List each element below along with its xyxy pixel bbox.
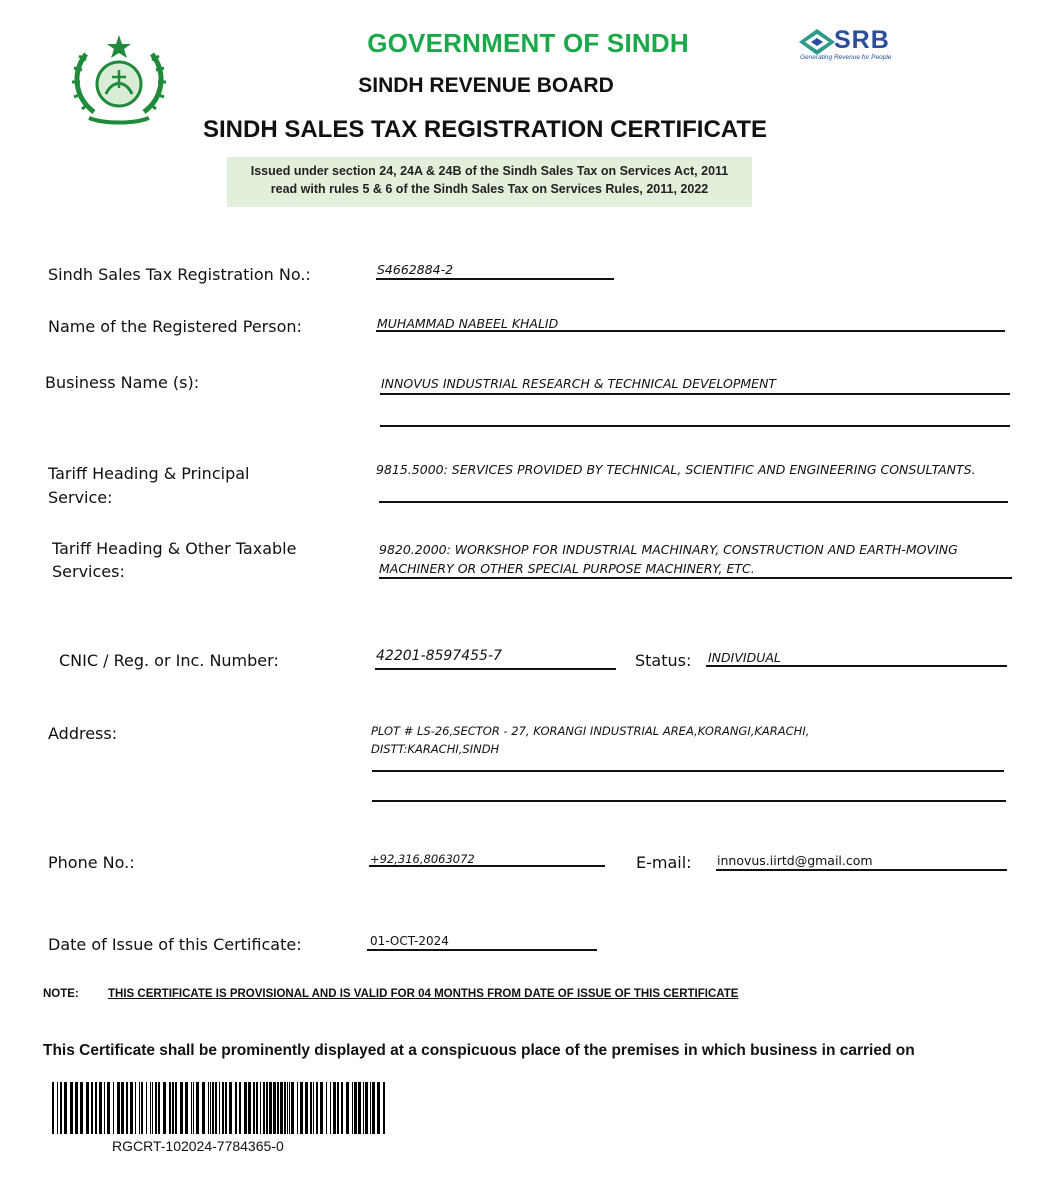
phone-label: Phone No.: <box>48 853 135 872</box>
barcode-bar <box>313 1082 314 1134</box>
address-rule-1 <box>372 770 1004 772</box>
barcode-bar <box>95 1082 97 1134</box>
barcode-bar <box>185 1082 188 1134</box>
barcode-bar <box>57 1082 58 1134</box>
barcode-bar <box>158 1082 160 1134</box>
principal-value: 9815.5000: SERVICES PROVIDED BY TECHNICAL, SCIENTIFIC AND ENGINEERING CONSULTANTS. <box>376 462 976 477</box>
barcode-bar <box>91 1082 93 1134</box>
barcode-bar <box>229 1082 232 1134</box>
barcode-bar <box>210 1082 211 1134</box>
barcode-bar <box>180 1082 183 1134</box>
name-line <box>376 330 1005 332</box>
barcode-bar <box>244 1082 247 1134</box>
barcode-bar <box>266 1082 268 1134</box>
barcode-bar <box>175 1082 177 1134</box>
barcode-bar <box>383 1082 385 1134</box>
reg-no-label: Sindh Sales Tax Registration No.: <box>48 265 311 284</box>
barcode-bar <box>135 1082 136 1134</box>
barcode-bar <box>163 1082 166 1134</box>
other-value <box>379 540 958 578</box>
address-rule-2 <box>372 800 1006 802</box>
principal-label-2: Service: <box>48 488 113 507</box>
address-line-1: PLOT # LS-26,SECTOR - 27, KORANGI INDUSTRIAL AREA,KORANGI,KARACHI, <box>371 724 810 738</box>
barcode-bar <box>193 1082 194 1134</box>
reg-no-line <box>376 278 614 280</box>
barcode-bar <box>99 1082 102 1134</box>
barcode-bar <box>212 1082 214 1134</box>
other-label-1: Tariff Heading & Other Taxable <box>52 539 297 558</box>
status-label: Status: <box>635 651 692 670</box>
issued-line-1: Issued under section 24, 24A & 24B of the Sindh Sales Tax on Services Act, 2011 <box>250 164 729 178</box>
barcode-bar <box>370 1082 371 1134</box>
barcode-bar <box>358 1082 361 1134</box>
barcode-bar <box>277 1082 279 1134</box>
status-line <box>706 665 1007 667</box>
barcode-bar <box>297 1082 298 1134</box>
business-label: Business Name (s): <box>45 373 200 392</box>
srb-tagline: Generating Revenue for People <box>800 54 892 61</box>
barcode-bar <box>287 1082 288 1134</box>
barcode-bar <box>113 1082 114 1134</box>
barcode-bar <box>208 1082 209 1134</box>
barcode-bar <box>352 1082 353 1134</box>
barcode-bar <box>215 1082 217 1134</box>
barcode-bar <box>150 1082 151 1134</box>
srb-logo-text: SRB <box>834 26 890 54</box>
barcode-bar <box>191 1082 192 1134</box>
barcode-bar <box>377 1082 380 1134</box>
name-value: MUHAMMAD NABEEL KHALID <box>377 316 559 331</box>
display-notice: This Certificate shall be prominently displayed at a conspicuous place of the premises in which business in carried on <box>43 1042 915 1059</box>
barcode-bar <box>253 1082 255 1134</box>
address-value <box>371 722 809 758</box>
cnic-label: CNIC / Reg. or Inc. Number: <box>59 651 279 670</box>
government-heading: GOVERNMENT OF SINDH <box>367 28 689 58</box>
address-label: Address: <box>48 724 118 743</box>
date-label: Date of Issue of this Certificate: <box>48 935 302 954</box>
email-line <box>716 869 1007 871</box>
status-value: INDIVIDUAL <box>708 650 781 665</box>
barcode-bar <box>291 1082 294 1134</box>
board-heading: SINDH REVENUE BOARD <box>358 74 614 97</box>
barcode-bar <box>104 1082 105 1134</box>
barcode-bar <box>256 1082 258 1134</box>
barcode-bar <box>280 1082 283 1134</box>
barcode-bar <box>310 1082 312 1134</box>
barcode-bar <box>316 1082 318 1134</box>
barcode-number: RGCRT-102024-7784365-0 <box>112 1138 284 1154</box>
date-value: 01-OCT-2024 <box>370 934 449 948</box>
barcode-bar <box>273 1082 276 1134</box>
barcode-bar <box>326 1082 327 1134</box>
barcode <box>52 1082 388 1134</box>
barcode-bar <box>225 1082 227 1134</box>
barcode-bar <box>239 1082 241 1134</box>
issued-line-2: read with rules 5 & 6 of the Sindh Sales Tax on Services Rules, 2011, 2022 <box>270 182 709 196</box>
barcode-bar <box>354 1082 357 1134</box>
date-line <box>367 949 597 951</box>
barcode-bar <box>363 1082 364 1134</box>
barcode-bar <box>169 1082 171 1134</box>
principal-line <box>379 501 1008 503</box>
barcode-bar <box>75 1082 78 1134</box>
barcode-bar <box>152 1082 153 1134</box>
issued-under-box <box>227 157 752 207</box>
note-text: THIS CERTIFICATE IS PROVISIONAL AND IS VALID FOR 04 MONTHS FROM DATE OF ISSUE OF THIS CERTIFICATE <box>108 988 739 1000</box>
barcode-bar <box>235 1082 237 1134</box>
email-value: innovus.iirtd@gmail.com <box>717 853 873 868</box>
barcode-bar <box>372 1082 375 1134</box>
barcode-bar <box>341 1082 343 1134</box>
barcode-bar <box>117 1082 120 1134</box>
barcode-bar <box>260 1082 261 1134</box>
business-value: INNOVUS INDUSTRIAL RESEARCH & TECHNICAL DEVELOPMENT <box>381 376 777 391</box>
barcode-bar <box>289 1082 290 1134</box>
barcode-bar <box>330 1082 331 1134</box>
barcode-bar <box>284 1082 286 1134</box>
barcode-bar <box>365 1082 368 1134</box>
cnic-value: 42201-8597455-7 <box>376 648 502 664</box>
barcode-bar <box>320 1082 323 1134</box>
barcode-bar <box>219 1082 220 1134</box>
barcode-bar <box>346 1082 349 1134</box>
barcode-bar <box>139 1082 140 1134</box>
barcode-bar <box>269 1082 272 1134</box>
barcode-bar <box>155 1082 157 1134</box>
barcode-bar <box>196 1082 199 1134</box>
other-value-line-1: 9820.2000: WORKSHOP FOR INDUSTRIAL MACHINARY, CONSTRUCTION AND EARTH-MOVING <box>379 542 958 557</box>
barcode-bar <box>305 1082 308 1134</box>
barcode-bar <box>172 1082 174 1134</box>
other-value-line-2: MACHINERY OR OTHER SPECIAL PURPOSE MACHINERY, ETC. <box>379 561 755 576</box>
barcode-bar <box>86 1082 89 1134</box>
certificate-title: SINDH SALES TAX REGISTRATION CERTIFICATE <box>202 116 767 143</box>
barcode-bar <box>300 1082 303 1134</box>
email-label: E-mail: <box>636 853 692 872</box>
barcode-bar <box>52 1082 54 1134</box>
barcode-bar <box>146 1082 147 1134</box>
name-label: Name of the Registered Person: <box>48 317 302 336</box>
barcode-bar <box>64 1082 67 1134</box>
other-line <box>379 577 1012 579</box>
barcode-bar <box>202 1082 205 1134</box>
barcode-bar <box>337 1082 339 1134</box>
address-line-2: DISTT:KARACHI,SINDH <box>371 742 500 756</box>
other-label-2: Services: <box>52 562 125 581</box>
cnic-line <box>375 668 616 670</box>
principal-label-1: Tariff Heading & Principal <box>48 464 250 483</box>
barcode-bar <box>70 1082 73 1134</box>
phone-value: +92,316,8063072 <box>370 852 475 866</box>
reg-no-value: S4662884-2 <box>377 262 454 277</box>
barcode-bar <box>121 1082 124 1134</box>
barcode-bar <box>222 1082 224 1134</box>
srb-logo <box>798 26 908 66</box>
barcode-bar <box>333 1082 336 1134</box>
barcode-bar <box>126 1082 128 1134</box>
note-label: NOTE: <box>43 988 79 1000</box>
barcode-bar <box>263 1082 265 1134</box>
business-line-2 <box>380 425 1010 427</box>
barcode-bar <box>80 1082 83 1134</box>
barcode-bar <box>248 1082 251 1134</box>
business-line-1 <box>380 393 1010 395</box>
barcode-bar <box>141 1082 143 1134</box>
barcode-bar <box>107 1082 110 1134</box>
phone-line <box>369 865 605 867</box>
barcode-bar <box>60 1082 62 1134</box>
barcode-bar <box>130 1082 133 1134</box>
